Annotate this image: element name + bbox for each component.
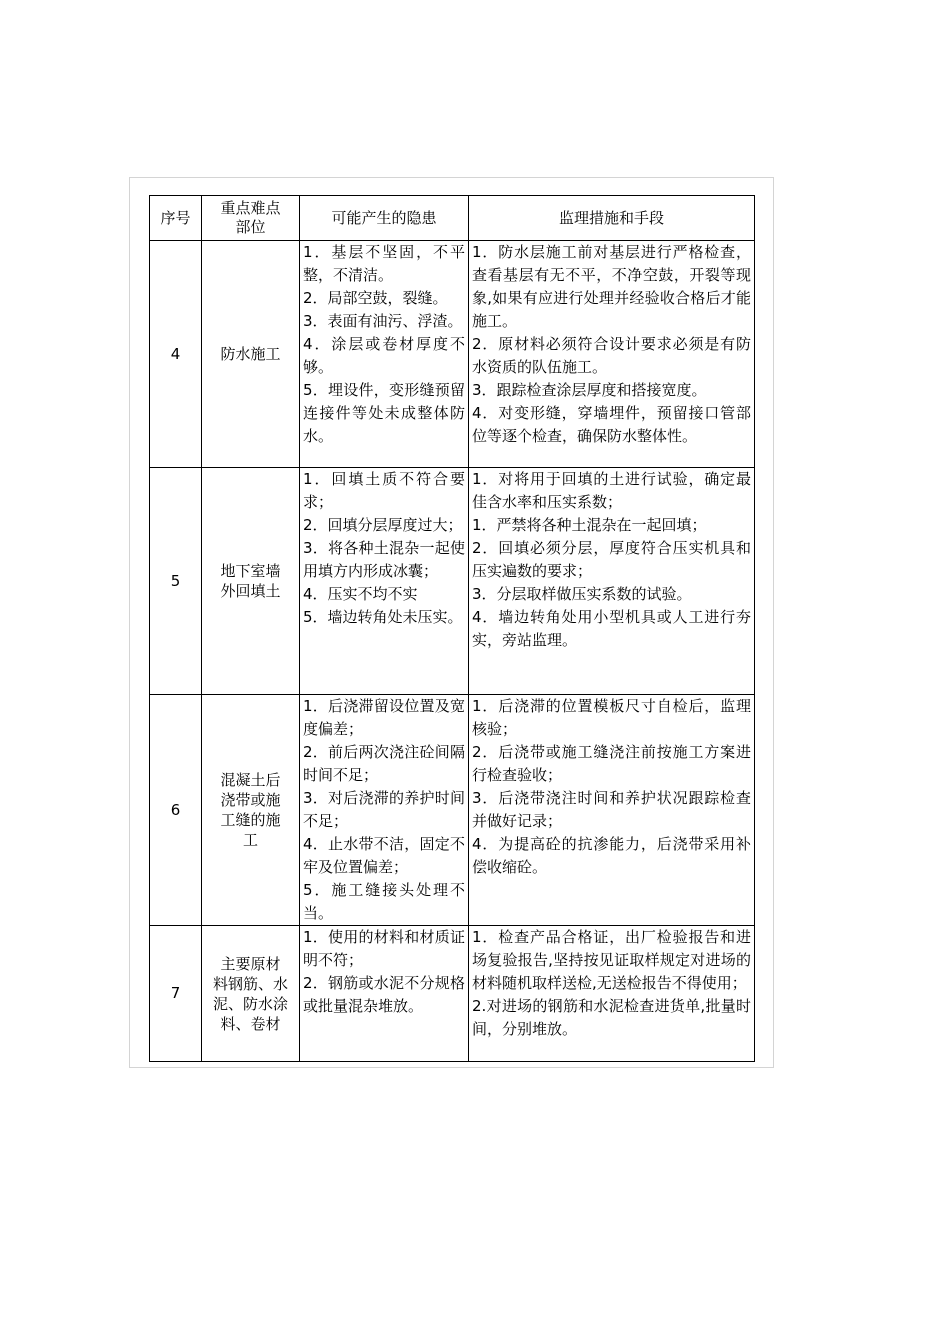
measure-item: 1．严禁将各种土混杂在一起回填； xyxy=(472,516,707,534)
part-line: 泥、防水涂 xyxy=(212,994,288,1013)
header-part-line: 重点难点 xyxy=(220,199,281,217)
row-part xyxy=(202,468,300,695)
table-header-row xyxy=(150,196,755,241)
measure-item: 1．检查产品合格证，出厂检验报告和进场复验报告,坚持按见证取样规定对进场的材料随机取样送检,无送检报告不得使用； xyxy=(472,928,751,992)
supervision-table xyxy=(149,195,755,1062)
measure-item: 2．原材料必须符合设计要求必须是有防水资质的队伍施工。 xyxy=(472,335,751,376)
part-line: 混凝土后 xyxy=(220,771,281,789)
risk-item: 5．埋设件，变形缝预留连接件等处未成整体防水。 xyxy=(303,381,465,445)
row-risks xyxy=(300,695,469,926)
measure-item: 1．对将用于回填的土进行试验，确定最佳含水率和压实系数； xyxy=(472,470,751,511)
table-row xyxy=(150,468,755,695)
measure-item: 2.对进场的钢筋和水泥检查进货单,批量时间，分别堆放。 xyxy=(472,997,751,1038)
header-part xyxy=(202,196,300,241)
part-line: 主要原材 xyxy=(220,954,281,973)
header-part-line: 部位 xyxy=(235,218,266,236)
risk-item: 2．回填分层厚度过大； xyxy=(303,516,463,534)
row-number: 4 xyxy=(150,241,202,468)
risk-item: 2．钢筋或水泥不分规格或批量混杂堆放。 xyxy=(303,974,465,1015)
row-risks xyxy=(300,468,469,695)
measure-item: 3．后浇带浇注时间和养护状况跟踪检查并做好记录； xyxy=(472,789,751,830)
header-risk: 可能产生的隐患 xyxy=(300,196,469,241)
risk-item: 1．回填土质不符合要求； xyxy=(303,470,465,511)
measure-item: 1．后浇滞的位置模板尺寸自检后，监理核验； xyxy=(472,697,751,738)
measure-item: 4．墙边转角处用小型机具或人工进行夯实，旁站监理。 xyxy=(472,608,751,649)
risk-item: 4．压实不均不实 xyxy=(303,585,418,603)
row-number: 7 xyxy=(150,926,202,1062)
measure-item: 3．分层取样做压实系数的试验。 xyxy=(472,585,692,603)
measure-item: 4．为提高砼的抗渗能力，后浇带采用补偿收缩砼。 xyxy=(472,835,751,876)
part-line: 工缝的施 xyxy=(220,811,281,829)
measure-item: 1．防水层施工前对基层进行严格检查，查看基层有无不平，不净空鼓，开裂等现象,如果有应进行处理并经验收合格后才能施工。 xyxy=(472,243,751,330)
measure-item: 2．回填必须分层，厚度符合压实机具和压实遍数的要求； xyxy=(472,539,751,580)
part-line: 料钢筋、水 xyxy=(212,974,288,993)
row-measures xyxy=(469,468,755,695)
risk-item: 4．止水带不洁，固定不牢及位置偏差； xyxy=(303,835,465,876)
risk-item: 4．涂层或卷材厚度不够。 xyxy=(303,335,465,376)
row-part xyxy=(202,695,300,926)
row-measures xyxy=(469,695,755,926)
row-number: 6 xyxy=(150,695,202,926)
table-row xyxy=(150,926,755,1062)
part-line: 浇带或施 xyxy=(220,791,281,809)
risk-item: 3．将各种土混杂一起使用填方内形成冰囊； xyxy=(303,539,465,580)
header-no: 序号 xyxy=(150,196,202,241)
part-line: 防水施工 xyxy=(220,345,281,363)
table-row xyxy=(150,695,755,926)
risk-item: 1．基层不坚固，不平整，不清洁。 xyxy=(303,243,465,284)
part-line: 地下室墙 xyxy=(220,562,281,580)
risk-item: 1．使用的材料和材质证明不符； xyxy=(303,928,465,969)
part-line: 工 xyxy=(242,831,258,849)
row-part xyxy=(202,241,300,468)
risk-item: 1．后浇滞留设位置及宽度偏差； xyxy=(303,697,465,738)
measure-item: 2．后浇带或施工缝浇注前按施工方案进行检查验收； xyxy=(472,743,751,784)
part-line: 外回填土 xyxy=(220,582,281,600)
row-measures xyxy=(469,926,755,1062)
risk-item: 5．施工缝接头处理不当。 xyxy=(303,881,465,922)
row-risks xyxy=(300,926,469,1062)
row-measures xyxy=(469,241,755,468)
measure-item: 3．跟踪检查涂层厚度和搭接宽度。 xyxy=(472,381,707,399)
table-row xyxy=(150,241,755,468)
row-number: 5 xyxy=(150,468,202,695)
row-part xyxy=(202,926,300,1062)
risk-item: 3．对后浇滞的养护时间不足； xyxy=(303,789,465,830)
part-line: 料、卷材 xyxy=(220,1014,281,1033)
risk-item: 5．墙边转角处未压实。 xyxy=(303,608,463,626)
row-risks xyxy=(300,241,469,468)
measure-item: 4．对变形缝，穿墙埋件，预留接口管部位等逐个检查，确保防水整体性。 xyxy=(472,404,751,445)
risk-item: 2．局部空鼓，裂缝。 xyxy=(303,289,448,307)
risk-item: 2．前后两次浇注砼间隔时间不足； xyxy=(303,743,465,784)
header-measure: 监理措施和手段 xyxy=(469,196,755,241)
risk-item: 3．表面有油污、浮渣。 xyxy=(303,312,463,330)
